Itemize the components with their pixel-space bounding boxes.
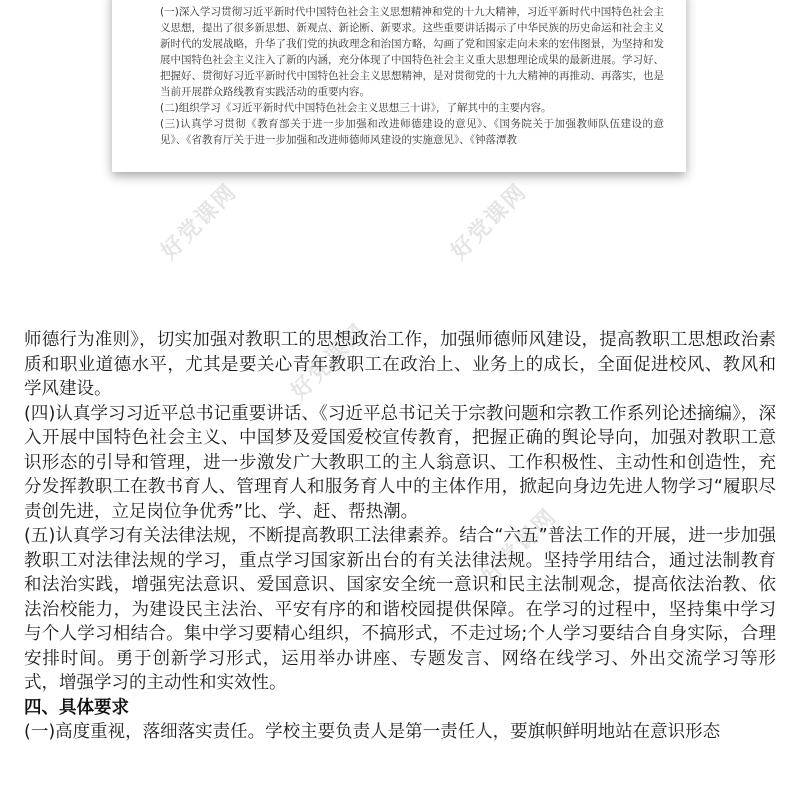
card-paragraph-3: (三)认真学习贯彻《教育部关于进一步加强和改进师德建设的意见》、《国务院关于加强教师队伍建设的意见》、《省教育厅关于进一步加强和改进师德师风建设的实施意见》、《钟落潭教 — [160, 118, 664, 146]
card-paragraph-1: (一)深入学习贯彻习近平新时代中国特色社会主义思想精神和党的十九大精神，习近平新时代中国特色社会主义思想，提出了很多新思想、新观点、新论断、新要求。这些重要讲话揭示了中华民族的历史命运和社会主义新时代的发展战略，升华了我们党的执政理念和治国方略，勾画了党和国家走向未来的宏伟图景，为坚持和发展中国特色社会主义注入了新的内涵，充分体现了中国特色社会主义重大思想理论成果的最新进展。学习好、把握好、贯彻好习近平新时代中国特色社会主义思想精神，是对贯彻党的十九大精神的再推动、再落实，也是当前开展群众路线教育实践活动的重要内容。 — [160, 6, 664, 98]
paragraph-section-4: (四)认真学习习近平总书记重要讲话、《习近平总书记关于宗教问题和宗教工作系列论述摘编》，深入开展中国特色社会主义、中国梦及爱国爱校宣传教育，把握正确的舆论导向，加强对教职工意识形态的引导和管理，进一步激发广大教职工的主人翁意识、工作积极性、主动性和创造性，充分发挥教职工在教书育人、管理育人和服务育人中的主体作用，掀起向身边先进人物学习“履职尽责创先进，立足岗位争优秀”比、学、赶、帮热潮。 — [24, 403, 776, 522]
watermark: 好党课网 — [446, 179, 533, 265]
watermark: 好党课网 — [156, 179, 243, 265]
paragraph-section-5: (五)认真学习有关法律法规，不断提高教职工法律素养。结合“六五”普法工作的开展，进一步加强教职工对法律法规的学习，重点学习国家新出台的有关法律法规。坚持学用结合，通过法制教育和法治实践，增强宪法意识、爱国意识、国家安全统一意识和民主法制观念，提高依法治教、依法治校能力，为建设民主法治、平安有序的和谐校园提供保障。在学习的过程中，坚持集中学习与个人学习相结合。集中学习要精心组织，不搞形式，不走过场;个人学习要结合自身实际，合理安排时间。勇于创新学习形式，运用举办讲座、专题发言、网络在线学习、外出交流学习等形式，增强学习的主动性和实效性。 — [24, 526, 776, 693]
paragraph-teacher-ethics: 师德行为准则》，切实加强对教职工的思想政治工作，加强师德师风建设，提高教职工思想政治素质和职业道德水平，尤其是要关心青年教职工在政治上、业务上的成长，全面促进校风、教风和学风建设。 — [24, 330, 776, 399]
watermark: 好党课网 — [286, 319, 373, 405]
card-paragraph-2: (二)组织学习《习近平新时代中国特色社会主义思想三十讲》，了解其中的主要内容。 — [160, 102, 552, 114]
section-heading-requirements: 四、具体要求 — [24, 697, 129, 718]
document-body — [24, 328, 776, 745]
watermark: 好党课网 — [476, 504, 563, 590]
document-preview-card — [112, 0, 686, 172]
paragraph-requirement-1: (一)高度重视，落细落实责任。学校主要负责人是第一责任人，要旗帜鲜明地站在意识形态 — [24, 722, 721, 742]
